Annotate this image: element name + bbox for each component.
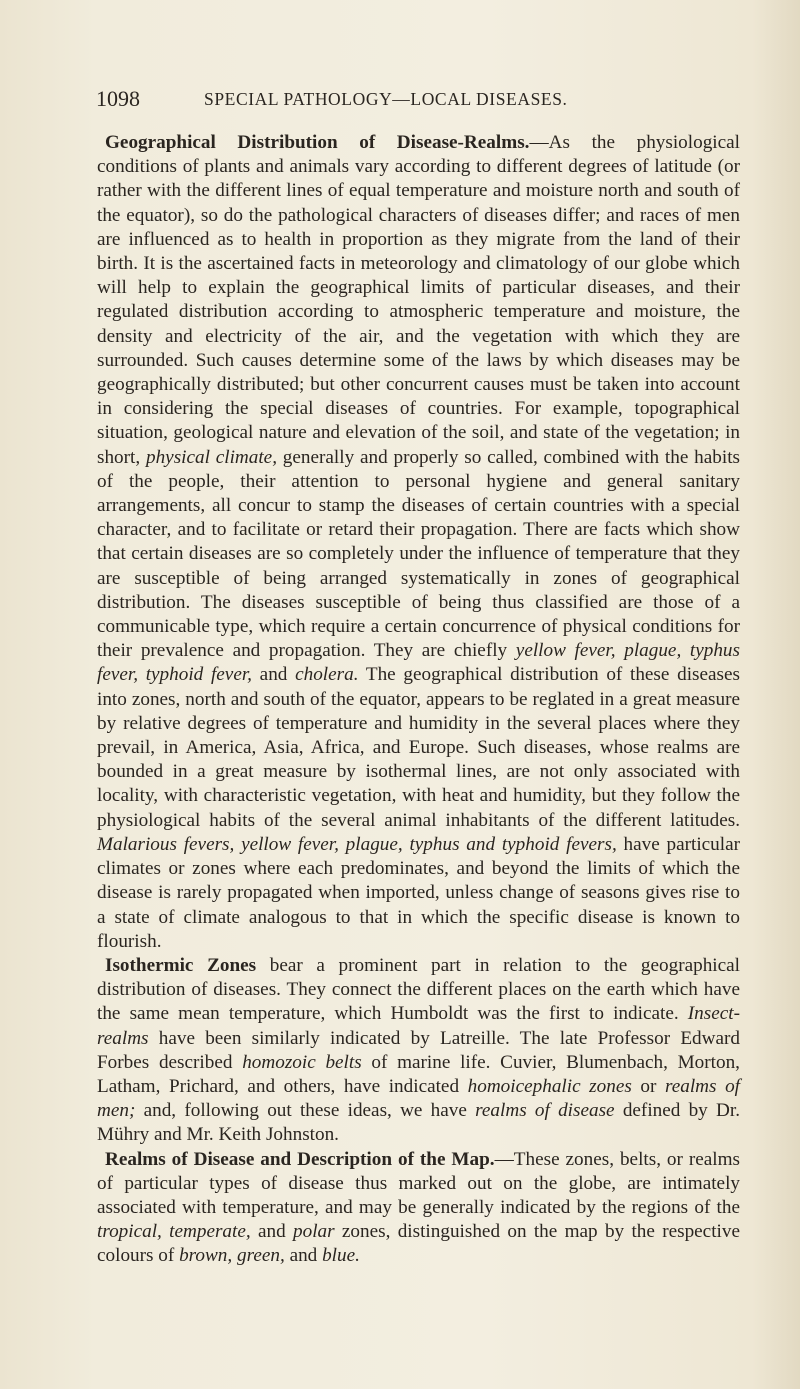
text-span: of marine life. Cuvier, Blumenbach, Morton, Latham, Prichard, and others, have indicated xyxy=(97,1051,740,1097)
section-heading: Realms of Disease and Description of the Map. xyxy=(105,1148,495,1170)
italic-term: brown, green, xyxy=(179,1245,285,1267)
text-span: and xyxy=(250,1221,293,1243)
italic-term: homozoic belts xyxy=(242,1051,362,1073)
text-span: have particular climates or zones where each predominates, and beyond the limits of which the disease is rarely propagated when imported, unless change of seasons gives rise to a state of climate analogous to that in which the specific disease is known to flourish. xyxy=(97,833,741,952)
italic-term: Malarious fevers, yellow fever, plague, typhus and typhoid fevers, xyxy=(97,833,617,855)
italic-term: realms of men; xyxy=(97,1075,740,1122)
text-span: defined by Dr. Mühry and Mr. Keith Johnston. xyxy=(97,1100,741,1146)
text-span: The geographical distribution of these diseases into zones, north and south of the equator, appears to be reglated in a great measure by relative degrees of temperature and humidity in the several places where they prevail, in America, Asia, Africa, and Europe. Such diseases, whose realms are bounded in a great measure by isothermal lines, are not only associated with locality, with characteristic vegetation, with heat and humidity, but they follow the physiological habits of the several animal inhabitants of the different latitudes. xyxy=(97,664,740,831)
text-span: generally and properly so called, combined with the habits of the people, their attention to personal hygiene and general sanitary arrangements, all concur to stamp the diseases of certain countries with a special character, and to facilitate or retard their propagation. There are facts which show that certain diseases are so completely under the influence of temperature that they are susceptible of being arranged systematically in zones of geographical distribution. The diseases susceptible of being thus classified are those of a communicable type, which require a certain concurrence of physical conditions for their prevalence and propagation. They are chiefly xyxy=(97,446,740,662)
text-span: or xyxy=(631,1075,665,1097)
italic-term: Insect-realms xyxy=(97,1003,740,1049)
text-span: bear a prominent part in relation to the geographical distribution of diseases. They connect the different places on the earth which have the same mean temperature, which Humboldt was the first to indicate. xyxy=(97,954,741,1025)
text-span: —As the physiological conditions of plants and animals vary according to different degrees of latitude (or rather with the different lines of equal temperature and moisture north and south of the equator), so do the pathological characters of diseases differ; and races of men are influenced as to health in proportion as they migrate from the land of their birth. It is the ascertained facts in meteorology and climatology of our globe which will help to explain the geographical limits of particular diseases, and their regulated distribution according to atmospheric temperature and moisture, the density and electricity of the air, and the vegetation with which they are surrounded. Such causes determine some of the laws by which diseases may be geographically distributed; but other concurrent causes must be taken into account in considering the special diseases of countries. For example, topographical situation, geological nature and elevation of the soil, and state of the vegetation; in short, xyxy=(97,132,740,468)
page-header xyxy=(96,86,746,116)
page-number: 1098 xyxy=(96,86,140,111)
section-heading: Isothermic Zones xyxy=(105,954,257,976)
section-heading: Geographical Distribution of Disease-Realms. xyxy=(105,132,530,153)
italic-term: tropical, temperate, xyxy=(97,1221,251,1243)
italic-term: polar xyxy=(293,1221,335,1243)
italic-term: cholera. xyxy=(295,664,359,686)
text-span: —These zones, belts, or realms of particular types of disease thus marked out on the globe, are intimately associated with temperature, and may be generally indicated by the regions of the xyxy=(97,1148,740,1218)
text-span: and xyxy=(284,1245,323,1267)
text-span: zones, distinguished on the map by the respective colours of xyxy=(97,1221,740,1267)
paragraph-realms-of-disease xyxy=(97,1148,740,1269)
italic-term: realms of disease xyxy=(475,1100,615,1122)
italic-term: yellow fever, plague, typhus fever, typhoid fever, xyxy=(97,640,740,686)
body-text xyxy=(97,131,740,1269)
text-span: have been similarly indicated by Latreille. The late Professor Edward Forbes described xyxy=(97,1027,740,1073)
italic-term: blue. xyxy=(322,1245,360,1267)
text-span: and, following out these ideas, we have xyxy=(135,1100,476,1122)
paragraph-geographical-distribution xyxy=(97,131,740,954)
italic-term: homoicephalic zones xyxy=(467,1075,632,1097)
running-head: SPECIAL PATHOLOGY—LOCAL DISEASES. xyxy=(204,89,568,109)
text-span: and xyxy=(251,664,296,686)
italic-term: physical climate, xyxy=(145,446,277,468)
paragraph-isothermic-zones xyxy=(97,954,740,1148)
